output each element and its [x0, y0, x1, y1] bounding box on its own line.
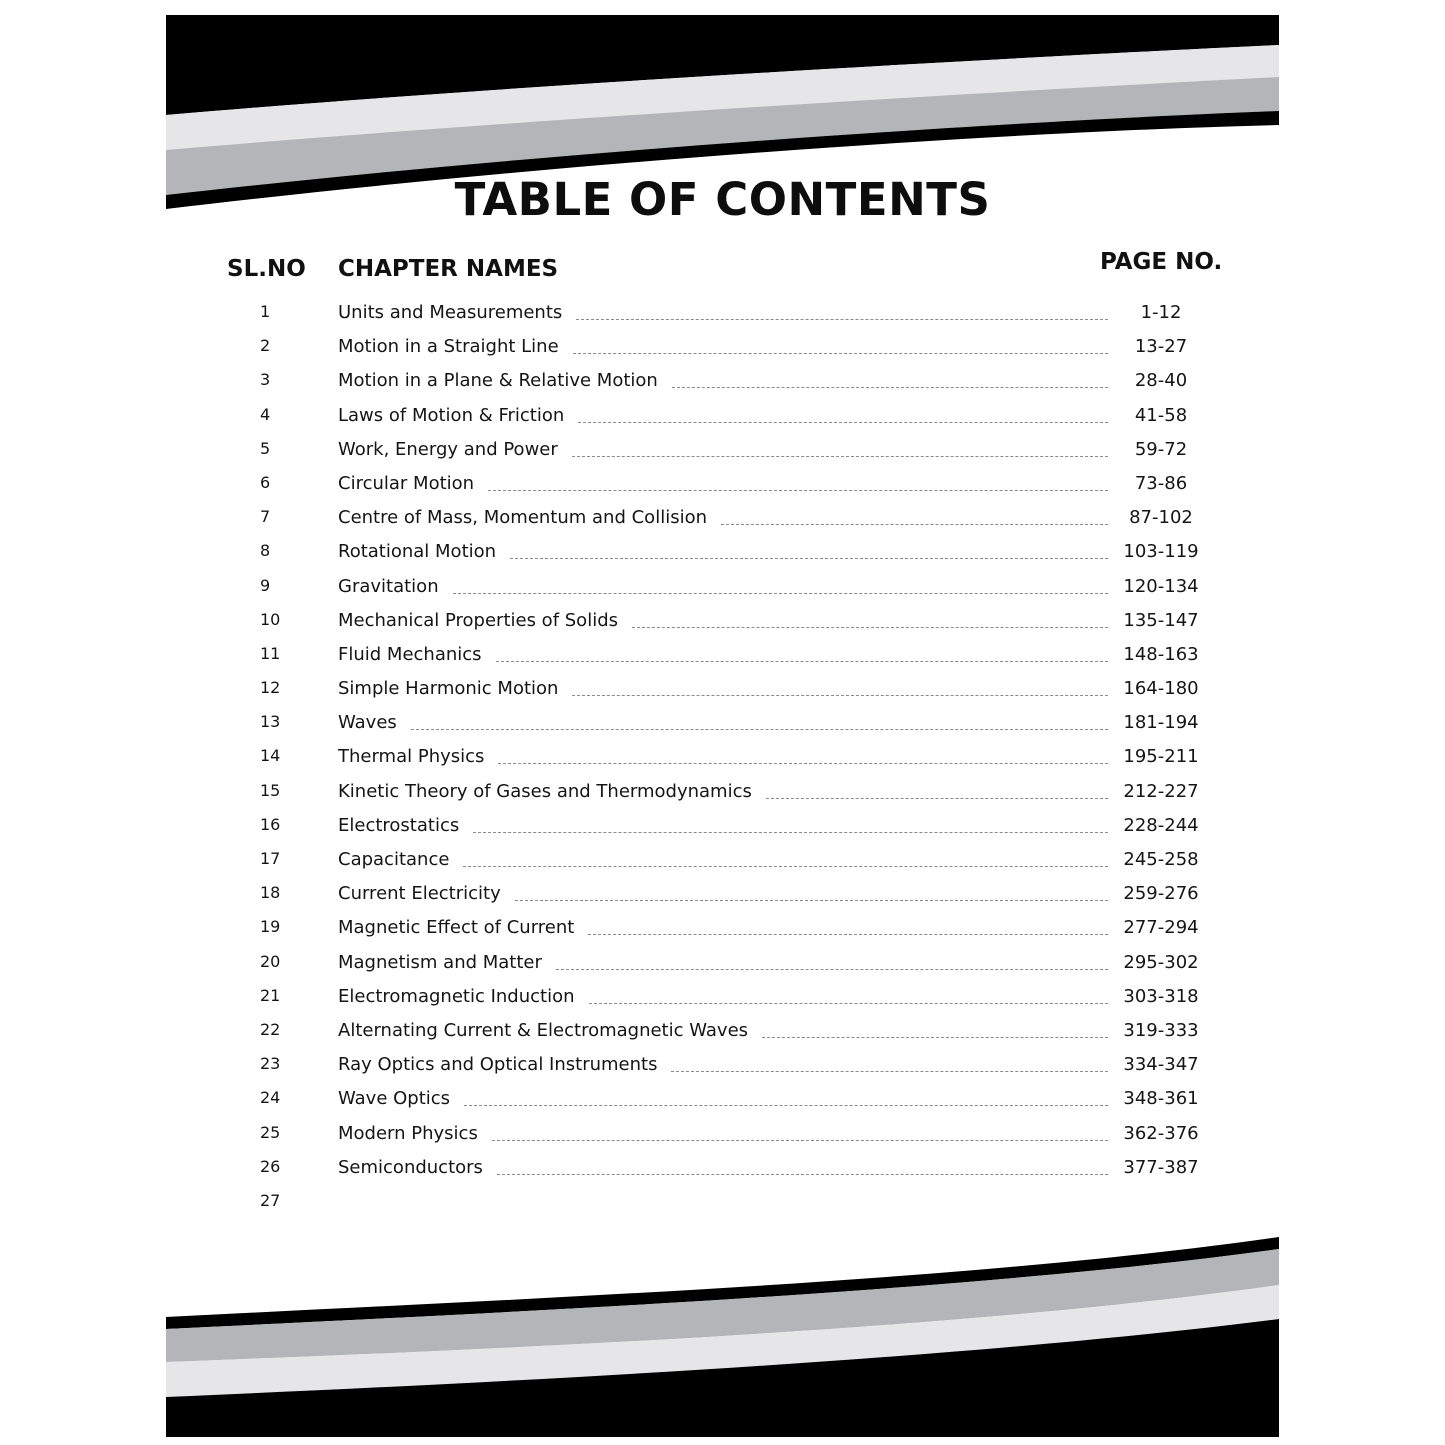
row-number: 24 [260, 1088, 281, 1108]
chapter-entry [338, 849, 1108, 870]
chapter-entry [338, 917, 1108, 938]
dotted-leader [589, 1003, 1109, 1004]
chapter-name: Wave Optics [338, 1088, 451, 1110]
page-range: 195-211 [1123, 746, 1199, 768]
chapter-entry [338, 370, 1108, 391]
page-range: 259-276 [1123, 883, 1199, 905]
page-range: 319-333 [1123, 1019, 1199, 1041]
row-number: 13 [260, 712, 281, 732]
chapter-entry [338, 712, 1108, 733]
row-number: 22 [260, 1019, 281, 1039]
chapter-entry [338, 507, 1108, 528]
chapter-entry [338, 986, 1108, 1007]
toc-row [166, 1154, 1279, 1188]
row-number: 14 [260, 746, 281, 766]
dotted-leader [411, 729, 1108, 730]
header-sl-no: SL.NO [227, 256, 306, 282]
row-number: 10 [260, 609, 281, 629]
page-range: 59-72 [1134, 438, 1188, 460]
toc-row [166, 1188, 1279, 1222]
dotted-leader [632, 627, 1108, 628]
dotted-leader [473, 832, 1108, 833]
toc-row [166, 1017, 1279, 1051]
page-range: 73-86 [1134, 472, 1188, 494]
chapter-entry [338, 952, 1108, 973]
page-range: 13-27 [1134, 336, 1188, 358]
page-range: 148-163 [1123, 643, 1199, 665]
chapter-entry [338, 644, 1108, 665]
chapter-name: Electromagnetic Induction [338, 985, 575, 1007]
chapter-entry [338, 439, 1108, 460]
page-range: 41-58 [1134, 404, 1188, 426]
dotted-leader [572, 456, 1108, 457]
dotted-leader [762, 1037, 1108, 1038]
dotted-leader [588, 934, 1108, 935]
chapter-name: Waves [338, 712, 397, 734]
chapter-entry [338, 473, 1108, 494]
chapter-name: Work, Energy and Power [338, 438, 558, 460]
toc-row [166, 914, 1279, 948]
dotted-leader [556, 969, 1108, 970]
chapter-entry [338, 1054, 1108, 1075]
page-range: 135-147 [1123, 609, 1199, 631]
dotted-leader [576, 319, 1108, 320]
toc-row [166, 402, 1279, 436]
row-number: 5 [260, 438, 271, 458]
chapter-name: Mechanical Properties of Solids [338, 609, 619, 631]
toc-row [166, 299, 1279, 333]
chapter-entry [338, 815, 1108, 836]
chapter-entry [338, 1088, 1108, 1109]
row-number: 9 [260, 575, 271, 595]
toc-row [166, 675, 1279, 709]
chapter-name: Magnetism and Matter [338, 951, 542, 973]
chapter-name: Kinetic Theory of Gases and Thermodynamics [338, 780, 752, 802]
row-number: 6 [260, 472, 271, 492]
page-range: 295-302 [1123, 951, 1199, 973]
chapter-entry [338, 576, 1108, 597]
dotted-leader [488, 490, 1108, 491]
chapter-name: Thermal Physics [338, 746, 485, 768]
row-number: 1 [260, 302, 271, 321]
toc-row [166, 367, 1279, 401]
chapter-entry [338, 610, 1108, 631]
chapter-name: Ray Optics and Optical Instruments [338, 1054, 658, 1076]
toc-row [166, 470, 1279, 504]
toc-row [166, 880, 1279, 914]
header-chapter-names: CHAPTER NAMES [338, 256, 559, 282]
chapter-name: Electrostatics [338, 814, 460, 836]
dotted-leader [578, 422, 1108, 423]
chapter-name: Alternating Current & Electromagnetic Waves [338, 1019, 749, 1041]
toc-row [166, 607, 1279, 641]
row-number: 11 [260, 643, 281, 663]
dotted-leader [497, 1174, 1108, 1175]
chapter-name: Rotational Motion [338, 541, 497, 563]
page-range: 303-318 [1123, 985, 1199, 1007]
chapter-entry [338, 405, 1108, 426]
dotted-leader [496, 661, 1108, 662]
bottom-decorative-band [166, 1237, 1279, 1437]
chapter-entry [338, 1020, 1108, 1041]
chapter-entry [338, 1123, 1108, 1144]
chapter-entry [338, 541, 1108, 562]
dotted-leader [453, 593, 1108, 594]
row-number: 7 [260, 507, 271, 527]
page-range: 87-102 [1129, 507, 1193, 529]
chapter-name: Units and Measurements [338, 302, 563, 323]
page-range: 245-258 [1123, 849, 1199, 870]
page-range: 164-180 [1123, 678, 1199, 700]
chapter-name: Circular Motion [338, 472, 475, 494]
toc-row [166, 709, 1279, 743]
toc-row [166, 1085, 1279, 1119]
chapter-name: Centre of Mass, Momentum and Collision [338, 507, 707, 529]
row-number: 21 [260, 985, 281, 1005]
chapter-name: Simple Harmonic Motion [338, 678, 559, 700]
chapter-entry [338, 1157, 1108, 1178]
chapter-entry [338, 678, 1108, 699]
toc-row [166, 436, 1279, 470]
toc-row [166, 846, 1279, 880]
header-page-no: PAGE NO. [1100, 249, 1223, 275]
page-range: 1-12 [1140, 302, 1182, 323]
dotted-leader [498, 763, 1108, 764]
chapter-name: Gravitation [338, 575, 439, 597]
chapter-name: Semiconductors [338, 1156, 483, 1178]
row-number: 23 [260, 1054, 281, 1074]
toc-row [166, 949, 1279, 983]
toc-row [166, 983, 1279, 1017]
page-range: 28-40 [1134, 370, 1188, 392]
chapter-name: Magnetic Effect of Current [338, 917, 575, 939]
dotted-leader [573, 353, 1108, 354]
row-number: 16 [260, 814, 281, 834]
page-range: 120-134 [1123, 575, 1199, 597]
dotted-leader [572, 695, 1108, 696]
chapter-name: Capacitance [338, 849, 450, 870]
page-title: TABLE OF CONTENTS [454, 173, 991, 226]
chapter-name: Current Electricity [338, 883, 501, 905]
row-number: 26 [260, 1156, 281, 1176]
page-range: 228-244 [1123, 814, 1199, 836]
row-number: 3 [260, 370, 271, 390]
page-range: 277-294 [1123, 917, 1199, 939]
row-number: 15 [260, 780, 281, 800]
row-number: 20 [260, 951, 281, 971]
page-range: 348-361 [1123, 1088, 1199, 1110]
dotted-leader [766, 798, 1108, 799]
dotted-leader [515, 900, 1108, 901]
toc-list [166, 299, 1279, 1222]
toc-page [166, 15, 1279, 1437]
chapter-entry [338, 883, 1108, 904]
toc-row [166, 1120, 1279, 1154]
page-range: 212-227 [1123, 780, 1199, 802]
toc-row [166, 504, 1279, 538]
chapter-name: Fluid Mechanics [338, 643, 482, 665]
row-number: 4 [260, 404, 271, 424]
row-number: 2 [260, 336, 271, 356]
row-number: 27 [260, 1190, 281, 1210]
toc-row [166, 573, 1279, 607]
chapter-name: Modern Physics [338, 1122, 478, 1144]
dotted-leader [510, 558, 1108, 559]
chapter-name: Laws of Motion & Friction [338, 404, 565, 426]
row-number: 25 [260, 1122, 281, 1142]
row-number: 17 [260, 849, 281, 868]
dotted-leader [721, 524, 1108, 525]
toc-row [166, 778, 1279, 812]
toc-row [166, 538, 1279, 572]
chapter-entry [338, 746, 1108, 767]
chapter-name: Motion in a Plane & Relative Motion [338, 370, 658, 392]
dotted-leader [672, 387, 1108, 388]
dotted-leader [492, 1140, 1108, 1141]
dotted-leader [463, 866, 1108, 867]
toc-row [166, 333, 1279, 367]
dotted-leader [464, 1105, 1108, 1106]
page-range: 181-194 [1123, 712, 1199, 734]
row-number: 12 [260, 678, 281, 698]
row-number: 8 [260, 541, 271, 561]
chapter-entry [338, 781, 1108, 802]
row-number: 19 [260, 917, 281, 937]
page-range: 362-376 [1123, 1122, 1199, 1144]
dotted-leader [671, 1071, 1108, 1072]
toc-row [166, 1051, 1279, 1085]
toc-row [166, 812, 1279, 846]
row-number: 18 [260, 883, 281, 903]
toc-row [166, 743, 1279, 777]
chapter-name: Motion in a Straight Line [338, 336, 559, 358]
chapter-entry [338, 302, 1108, 323]
chapter-entry [338, 336, 1108, 357]
page-range: 377-387 [1123, 1156, 1199, 1178]
page-range: 334-347 [1123, 1054, 1199, 1076]
page-range: 103-119 [1123, 541, 1199, 563]
toc-row [166, 641, 1279, 675]
